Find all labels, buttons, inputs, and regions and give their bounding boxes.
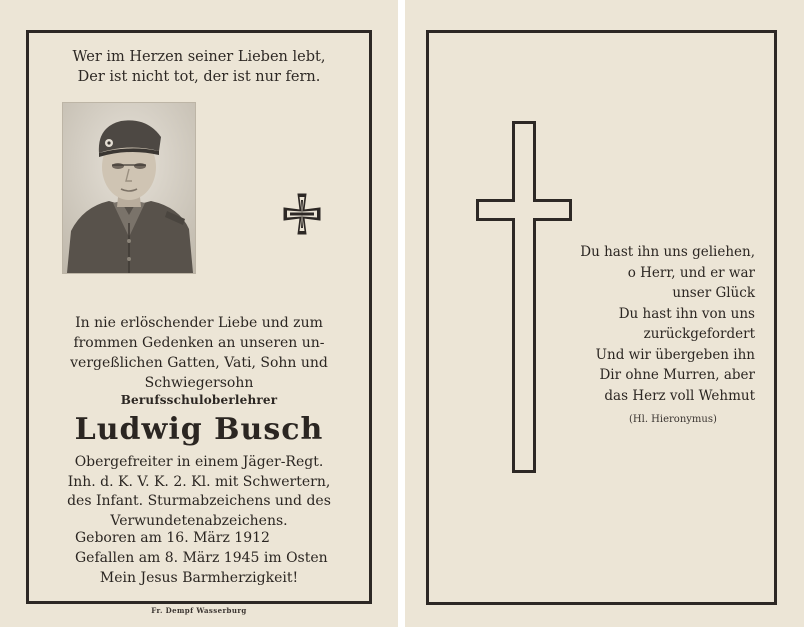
poem-line: Dir ohne Murren, aber — [599, 367, 755, 383]
dedication-line: frommen Gedenken an unseren un- — [73, 335, 325, 351]
poem-line: Du hast ihn von uns — [618, 305, 755, 322]
motto-line: Wer im Herzen seiner Lieben lebt, — [72, 49, 326, 65]
motto — [29, 47, 369, 87]
closing-prayer: Mein Jesus Barmherzigkeit! — [99, 570, 299, 586]
dedication-line: Schwiegersohn — [144, 375, 254, 391]
poem-line: zurückgefordert — [643, 326, 755, 342]
dedication-line: vergeßlichen Gatten, Vati, Sohn und — [70, 355, 328, 371]
poem-line: o Herr, und er war — [627, 264, 755, 281]
dedication-line: In nie erlöschender Liebe und zum — [75, 315, 323, 331]
latin-cross-icon — [476, 121, 572, 473]
poem-text — [577, 242, 755, 406]
poem-line: Und wir übergeben ihn — [595, 346, 755, 363]
printer-credit: Fr. Dempf Wasserburg — [151, 606, 247, 615]
poem-attribution: (Hl. Hieronymus) — [629, 414, 717, 425]
front-border-frame — [26, 30, 372, 604]
rank-and-honors — [29, 453, 369, 531]
life-dates — [75, 528, 328, 568]
poem-line: das Herz voll Wehmut — [604, 387, 755, 404]
poem-line: unser Glück — [672, 285, 755, 301]
poem-line: Du hast ihn uns geliehen, — [580, 244, 755, 260]
rank-line: Verwundetenabzeichens. — [110, 512, 288, 529]
back-border-frame — [426, 30, 777, 605]
birth-date: Geboren am 16. März 1912 — [75, 530, 270, 546]
memorial-card-front — [0, 0, 398, 627]
death-date: Gefallen am 8. März 1945 im Osten — [75, 550, 328, 566]
deceased-name: Ludwig Busch — [74, 412, 324, 447]
dedication-text — [29, 313, 369, 393]
memorial-card-back — [405, 0, 804, 627]
iron-cross-icon — [280, 192, 324, 236]
rank-line: des Infant. Sturmabzeichens und des — [67, 493, 331, 509]
profession-title: Berufsschuloberlehrer — [120, 393, 278, 407]
rank-line: Inh. d. K. V. K. 2. Kl. mit Schwertern, — [67, 473, 331, 490]
rank-line: Obergefreiter in einem Jäger-Regt. — [74, 454, 324, 470]
motto-line: Der ist nicht tot, der ist nur fern. — [77, 69, 321, 85]
portrait-photo — [62, 102, 196, 274]
